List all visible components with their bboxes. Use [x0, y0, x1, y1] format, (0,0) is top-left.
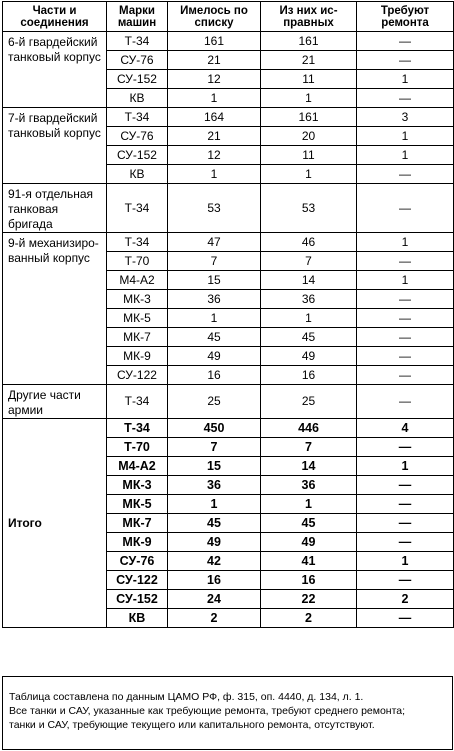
listed-cell: 45: [168, 328, 261, 347]
unit-name-cell: Итого: [3, 419, 107, 628]
listed-cell: 53: [168, 184, 261, 233]
repair-cell: —: [357, 252, 454, 271]
repair-cell: 1: [357, 271, 454, 290]
model-cell: Т-34: [107, 385, 168, 419]
table-row: [3, 385, 454, 419]
repair-cell: 1: [357, 552, 454, 571]
repair-cell: —: [357, 89, 454, 108]
model-cell: КВ: [107, 609, 168, 628]
listed-cell: 15: [168, 271, 261, 290]
serviceable-cell: 11: [261, 146, 357, 165]
repair-cell: —: [357, 165, 454, 184]
serviceable-cell: 41: [261, 552, 357, 571]
model-cell: СУ-76: [107, 51, 168, 70]
listed-cell: 36: [168, 290, 261, 309]
repair-cell: —: [357, 32, 454, 51]
model-cell: СУ-122: [107, 571, 168, 590]
unit-name-cell: 91-я отдельная танковая бригада: [3, 184, 107, 233]
repair-cell: —: [357, 533, 454, 552]
listed-cell: 45: [168, 514, 261, 533]
serviceable-cell: 1: [261, 495, 357, 514]
serviceable-cell: 20: [261, 127, 357, 146]
unit-name-cell: 9-й механизированный корпус: [3, 233, 107, 385]
serviceable-cell: 2: [261, 609, 357, 628]
serviceable-cell: 49: [261, 347, 357, 366]
unit-name-cell: 7-й гвардейский танковый корпус: [3, 108, 107, 184]
footnote-line: Таблица составлена по данным ЦАМО РФ, ф. 315, оп. 4440, д. 134, л. 1.: [9, 691, 364, 703]
listed-cell: 7: [168, 252, 261, 271]
model-cell: СУ-152: [107, 70, 168, 89]
table-row: [3, 184, 454, 233]
model-cell: Т-34: [107, 184, 168, 233]
repair-cell: —: [357, 476, 454, 495]
model-cell: Т-34: [107, 419, 168, 438]
model-cell: Т-34: [107, 108, 168, 127]
header-listed: Имелось по списку: [168, 2, 261, 32]
listed-cell: 36: [168, 476, 261, 495]
model-cell: Т-70: [107, 438, 168, 457]
repair-cell: 1: [357, 127, 454, 146]
listed-cell: 7: [168, 438, 261, 457]
footnote: [2, 676, 453, 750]
serviceable-cell: 7: [261, 252, 357, 271]
repair-cell: —: [357, 495, 454, 514]
table-body: [3, 32, 454, 628]
serviceable-cell: 446: [261, 419, 357, 438]
model-cell: МК-7: [107, 514, 168, 533]
model-cell: Т-34: [107, 32, 168, 51]
repair-cell: —: [357, 366, 454, 385]
listed-cell: 49: [168, 347, 261, 366]
table-row: [3, 233, 454, 252]
model-cell: М4-А2: [107, 457, 168, 476]
serviceable-cell: 14: [261, 457, 357, 476]
header-row: [3, 2, 454, 32]
serviceable-cell: 53: [261, 184, 357, 233]
table-row: [3, 419, 454, 438]
repair-cell: 1: [357, 233, 454, 252]
listed-cell: 1: [168, 309, 261, 328]
repair-cell: 1: [357, 457, 454, 476]
footnote-line: Все танки и САУ, указанные как требующие ремонта, требуют среднего ремонта;: [9, 705, 406, 717]
repair-cell: —: [357, 571, 454, 590]
listed-cell: 24: [168, 590, 261, 609]
unit-name-cell: Другие части армии: [3, 385, 107, 419]
repair-cell: —: [357, 347, 454, 366]
repair-cell: 1: [357, 146, 454, 165]
serviceable-cell: 36: [261, 290, 357, 309]
listed-cell: 164: [168, 108, 261, 127]
repair-cell: 2: [357, 590, 454, 609]
model-cell: СУ-152: [107, 590, 168, 609]
listed-cell: 12: [168, 70, 261, 89]
listed-cell: 15: [168, 457, 261, 476]
listed-cell: 49: [168, 533, 261, 552]
table-row: [3, 108, 454, 127]
serviceable-cell: 161: [261, 108, 357, 127]
header-serviceable: Из них исправных: [261, 2, 357, 32]
repair-cell: 1: [357, 70, 454, 89]
repair-cell: —: [357, 438, 454, 457]
repair-cell: —: [357, 51, 454, 70]
footnote-line: танки и САУ, требующие текущего или капитального ремонта, отсутствуют.: [9, 719, 375, 731]
model-cell: СУ-122: [107, 366, 168, 385]
serviceable-cell: 21: [261, 51, 357, 70]
listed-cell: 47: [168, 233, 261, 252]
model-cell: КВ: [107, 165, 168, 184]
model-cell: МК-7: [107, 328, 168, 347]
serviceable-cell: 16: [261, 571, 357, 590]
model-cell: МК-3: [107, 476, 168, 495]
serviceable-cell: 1: [261, 165, 357, 184]
listed-cell: 1: [168, 495, 261, 514]
table-row: [3, 32, 454, 51]
unit-name-cell: 6-й гвардейский танковый корпус: [3, 32, 107, 108]
listed-cell: 16: [168, 366, 261, 385]
repair-cell: —: [357, 290, 454, 309]
repair-cell: 4: [357, 419, 454, 438]
model-cell: Т-34: [107, 233, 168, 252]
model-cell: МК-5: [107, 309, 168, 328]
listed-cell: 1: [168, 89, 261, 108]
listed-cell: 12: [168, 146, 261, 165]
listed-cell: 16: [168, 571, 261, 590]
serviceable-cell: 36: [261, 476, 357, 495]
listed-cell: 450: [168, 419, 261, 438]
model-cell: Т-70: [107, 252, 168, 271]
model-cell: МК-5: [107, 495, 168, 514]
model-cell: СУ-76: [107, 552, 168, 571]
serviceable-cell: 7: [261, 438, 357, 457]
serviceable-cell: 1: [261, 309, 357, 328]
serviceable-cell: 45: [261, 328, 357, 347]
listed-cell: 42: [168, 552, 261, 571]
listed-cell: 161: [168, 32, 261, 51]
listed-cell: 2: [168, 609, 261, 628]
serviceable-cell: 22: [261, 590, 357, 609]
listed-cell: 25: [168, 385, 261, 419]
serviceable-cell: 25: [261, 385, 357, 419]
repair-cell: —: [357, 309, 454, 328]
serviceable-cell: 46: [261, 233, 357, 252]
model-cell: МК-3: [107, 290, 168, 309]
serviceable-cell: 1: [261, 89, 357, 108]
serviceable-cell: 161: [261, 32, 357, 51]
serviceable-cell: 45: [261, 514, 357, 533]
model-cell: СУ-76: [107, 127, 168, 146]
listed-cell: 21: [168, 127, 261, 146]
repair-cell: 3: [357, 108, 454, 127]
model-cell: КВ: [107, 89, 168, 108]
serviceable-cell: 11: [261, 70, 357, 89]
serviceable-cell: 14: [261, 271, 357, 290]
model-cell: МК-9: [107, 347, 168, 366]
header-repair: Требуют ремонта: [357, 2, 454, 32]
repair-cell: —: [357, 514, 454, 533]
listed-cell: 21: [168, 51, 261, 70]
repair-cell: —: [357, 328, 454, 347]
listed-cell: 1: [168, 165, 261, 184]
serviceable-cell: 16: [261, 366, 357, 385]
model-cell: СУ-152: [107, 146, 168, 165]
repair-cell: —: [357, 385, 454, 419]
serviceable-cell: 49: [261, 533, 357, 552]
repair-cell: —: [357, 184, 454, 233]
model-cell: МК-9: [107, 533, 168, 552]
header-units: Части и соединения: [3, 2, 107, 32]
header-models: Марки машин: [107, 2, 168, 32]
repair-cell: —: [357, 609, 454, 628]
tank-inventory-table: [2, 1, 454, 628]
model-cell: М4-А2: [107, 271, 168, 290]
